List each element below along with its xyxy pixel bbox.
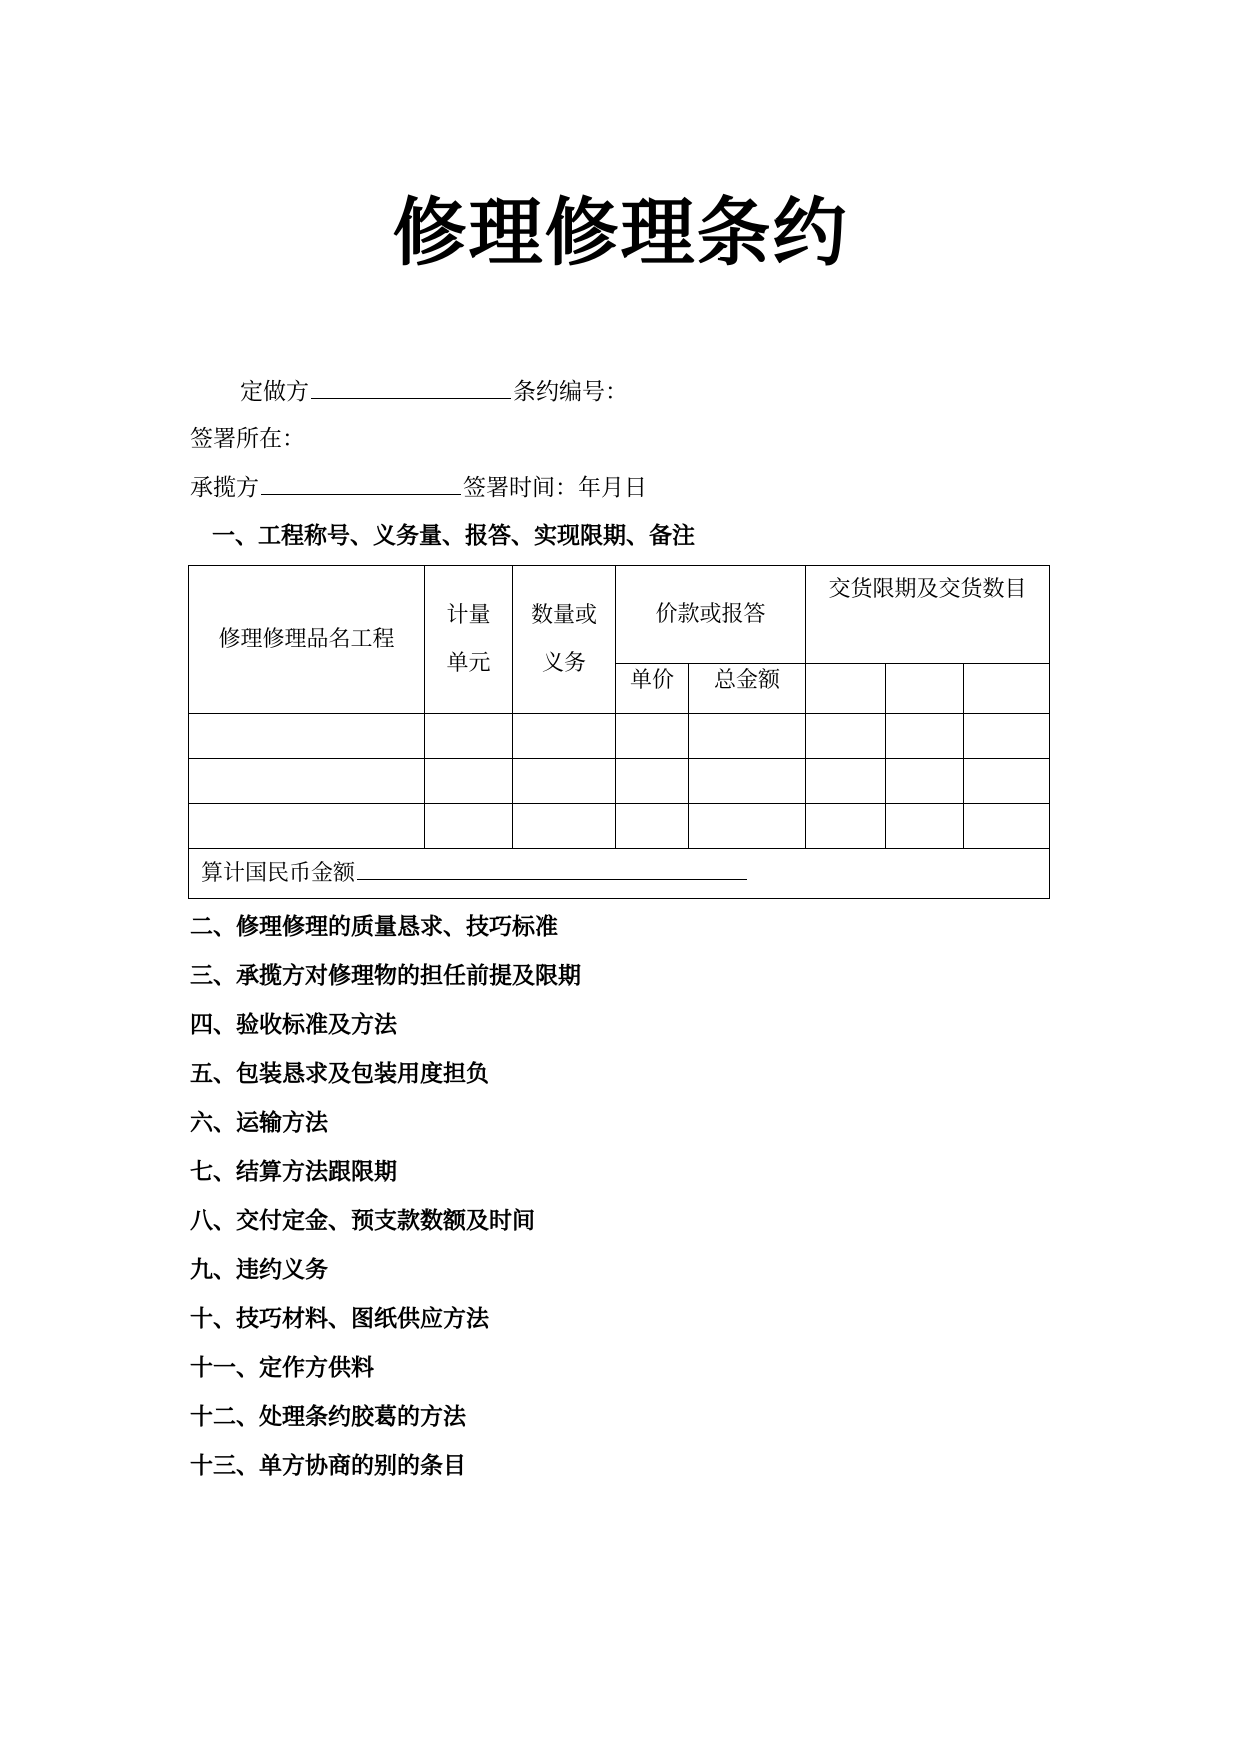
cell[interactable]	[513, 759, 616, 804]
header-price: 价款或报答	[616, 566, 806, 664]
cell[interactable]	[689, 714, 806, 759]
cell[interactable]	[886, 759, 964, 804]
cell[interactable]	[964, 664, 1050, 714]
contractor-line	[190, 472, 647, 503]
cell[interactable]	[964, 804, 1050, 849]
total-cell	[189, 849, 1050, 899]
section-heading: 十二、处理条约胶葛的方法	[190, 1404, 466, 1430]
cell[interactable]	[616, 759, 689, 804]
header-unit-price: 单价	[616, 664, 689, 714]
cell[interactable]	[964, 714, 1050, 759]
contract-no-label: 条约编号：	[513, 379, 628, 405]
sign-time-label: 签署时间：年月日	[463, 475, 647, 501]
cell[interactable]	[425, 714, 513, 759]
cell[interactable]	[886, 804, 964, 849]
contract-table	[188, 565, 1050, 899]
cell[interactable]	[886, 664, 964, 714]
section-heading: 十一、定作方供料	[190, 1355, 374, 1381]
header-unit: 计量单元	[425, 566, 513, 714]
orderer-line	[240, 376, 628, 407]
cell[interactable]	[189, 804, 425, 849]
header-total: 总金额	[689, 664, 806, 714]
cell[interactable]	[189, 759, 425, 804]
orderer-blank[interactable]	[311, 376, 511, 399]
contractor-blank[interactable]	[261, 472, 461, 495]
document-title: 修理修理条约	[392, 190, 849, 276]
cell[interactable]	[425, 759, 513, 804]
cell[interactable]	[964, 759, 1050, 804]
section-heading: 七、结算方法跟限期	[190, 1159, 397, 1185]
section-heading: 二、修理修理的质量恳求、技巧标准	[190, 914, 558, 940]
cell[interactable]	[513, 714, 616, 759]
cell[interactable]	[689, 804, 806, 849]
section-heading: 四、验收标准及方法	[190, 1012, 397, 1038]
cell[interactable]	[806, 664, 886, 714]
cell[interactable]	[886, 714, 964, 759]
header-item: 修理修理品名工程	[189, 566, 425, 714]
total-row	[189, 849, 1050, 899]
total-label: 算计国民币金额	[201, 860, 356, 886]
contractor-label: 承揽方	[190, 475, 259, 501]
cell[interactable]	[806, 714, 886, 759]
table-row	[189, 759, 1050, 804]
section-heading: 八、交付定金、预支款数额及时间	[190, 1208, 535, 1234]
section-heading: 十、技巧材料、图纸供应方法	[190, 1306, 489, 1332]
section-heading: 五、包装恳求及包装用度担负	[190, 1061, 489, 1087]
orderer-label: 定做方	[240, 379, 309, 405]
section-heading: 六、运输方法	[190, 1110, 328, 1136]
header-delivery: 交货限期及交货数目	[806, 566, 1050, 664]
cell[interactable]	[616, 804, 689, 849]
table-row	[189, 714, 1050, 759]
section-heading: 九、违约义务	[190, 1257, 328, 1283]
cell[interactable]	[189, 714, 425, 759]
cell[interactable]	[806, 804, 886, 849]
cell[interactable]	[425, 804, 513, 849]
section-heading: 三、承揽方对修理物的担任前提及限期	[190, 963, 581, 989]
cell[interactable]	[513, 804, 616, 849]
cell[interactable]	[616, 714, 689, 759]
table-row	[189, 804, 1050, 849]
cell[interactable]	[689, 759, 806, 804]
sign-place-label: 签署所在：	[190, 426, 305, 452]
sign-place-line	[190, 424, 305, 454]
cell[interactable]	[806, 759, 886, 804]
section-1-heading: 一、工程称号、义务量、报答、实现限期、备注	[212, 523, 695, 549]
header-qty: 数量或义务	[513, 566, 616, 714]
section-heading: 十三、单方协商的别的条目	[190, 1453, 466, 1479]
total-blank[interactable]	[357, 857, 747, 880]
